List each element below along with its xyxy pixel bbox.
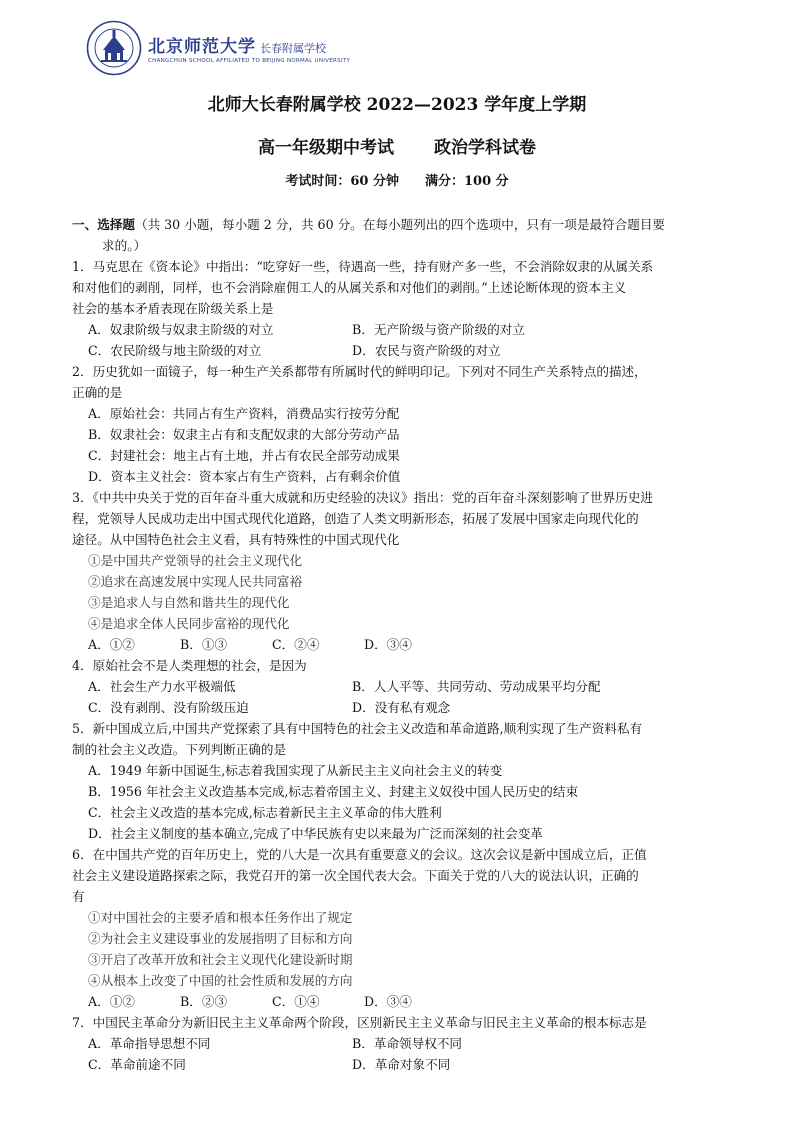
option-row bbox=[72, 991, 732, 1012]
option-a[interactable]: A．①② bbox=[88, 994, 135, 1009]
option-b[interactable]: B．革命领导权不同 bbox=[352, 1036, 463, 1051]
stem-line: 6．在中国共产党的百年历史上，党的八大是一次具有重要意义的会议。这次会议是新中国成立后，正值 bbox=[72, 847, 647, 862]
option-d[interactable]: D．社会主义制度的基本确立,完成了中华民族有史以来最为广泛而深刻的社会变革 bbox=[88, 826, 543, 841]
stem-line: 和对他们的剥削，同样，也不会消除雇佣工人的从属关系和对他们的剥削。”上述论断体现的资本主义 bbox=[72, 280, 627, 295]
exam-meta bbox=[0, 170, 794, 189]
question-7 bbox=[72, 1012, 732, 1075]
stem-line: 3．《中共中央关于党的百年奋斗重大成就和历史经验的决议》指出：党的百年奋斗深刻影响了世界历史进 bbox=[72, 490, 654, 505]
option-b[interactable]: B．无产阶级与资产阶级的对立 bbox=[352, 322, 525, 337]
section-desc-cont: 求的。） bbox=[102, 238, 147, 253]
option-c[interactable]: C．②④ bbox=[272, 637, 320, 652]
option-d[interactable]: D．资本主义社会：资本家占有生产资料，占有剩余价值 bbox=[88, 469, 401, 484]
score-label: 满分： bbox=[424, 174, 464, 189]
question-stem bbox=[72, 1012, 732, 1033]
statement-2: ②为社会主义建设事业的发展指明了目标和方向 bbox=[88, 931, 353, 946]
stem-line: 社会的基本矛盾表现在阶级关系上是 bbox=[72, 301, 274, 316]
statement-3: ③开启了改革开放和社会主义现代化建设新时期 bbox=[88, 952, 353, 967]
option-row bbox=[72, 676, 732, 697]
question-stem bbox=[72, 718, 732, 760]
statement-4: ④从根本上改变了中国的社会性质和发展的方向 bbox=[88, 973, 353, 988]
statement-2: ②追求在高速发展中实现人民共同富裕 bbox=[88, 574, 303, 589]
option-a[interactable]: A．1949 年新中国诞生,标志着我国实现了从新民主主义向社会主义的转变 bbox=[88, 763, 503, 778]
question-6 bbox=[72, 844, 732, 1012]
statement-4: ④是追求全体人民同步富裕的现代化 bbox=[88, 616, 290, 631]
statement-1: ①对中国社会的主要矛盾和根本任务作出了规定 bbox=[88, 910, 353, 925]
exam-subtitle bbox=[0, 133, 794, 158]
stem-line: 途径。从中国特色社会主义看，具有特殊性的中国式现代化 bbox=[72, 532, 400, 547]
stem-line: 程，党领导人民成功走出中国式现代化道路，创造了人类文明新形态，拓展了发展中国家走向现代化的 bbox=[72, 511, 639, 526]
exam-body bbox=[72, 214, 732, 1075]
score-value: 100 分 bbox=[463, 174, 509, 189]
option-a[interactable]: A．社会生产力水平极端低 bbox=[88, 679, 236, 694]
brand-sub: 长春附属学校 bbox=[260, 42, 326, 55]
option-d[interactable]: D．③④ bbox=[364, 637, 412, 652]
subtitle-subject: 政治学科试卷 bbox=[434, 138, 536, 158]
question-stem bbox=[72, 361, 732, 403]
brand-english: CHANGCHUN SCHOOL AFFILIATED TO BEIJING NORMAL UNIVERSITY bbox=[148, 58, 351, 64]
option-a[interactable]: A．奴隶阶级与奴隶主阶级的对立 bbox=[88, 322, 274, 337]
question-stem bbox=[72, 844, 732, 907]
stem-line: 2．历史犹如一面镜子，每一种生产关系都带有所属时代的鲜明印记。下列对不同生产关系特点的描述， bbox=[72, 364, 647, 379]
question-1 bbox=[72, 256, 732, 361]
option-d[interactable]: D．没有私有观念 bbox=[352, 700, 451, 715]
stem-line: 1．马克思在《资本论》中指出：“吃穿好一些，待遇高一些，持有财产多一些，不会消除奴隶的从属关系 bbox=[72, 259, 654, 274]
section-desc: （共 30 小题，每小题 2 分，共 60 分。在每小题列出的四个选项中，只有一项是最符合题目要 bbox=[134, 217, 666, 232]
section-label: 一、选择题 bbox=[72, 217, 135, 232]
question-stem bbox=[72, 655, 732, 676]
option-row bbox=[72, 1033, 732, 1054]
option-b[interactable]: B．人人平等、共同劳动、劳动成果平均分配 bbox=[352, 679, 601, 694]
option-row bbox=[72, 697, 732, 718]
option-a[interactable]: A．原始社会：共同占有生产资料，消费品实行按劳分配 bbox=[88, 406, 400, 421]
time-label: 考试时间： bbox=[285, 174, 351, 189]
question-5 bbox=[72, 718, 732, 844]
option-a[interactable]: A．①② bbox=[88, 637, 135, 652]
option-c[interactable]: C．社会主义改造的基本完成,标志着新民主主义革命的伟大胜利 bbox=[88, 805, 442, 820]
brand-cn: 北京师范大学 bbox=[148, 37, 256, 57]
option-c[interactable]: C．封建社会：地主占有土地，并占有农民全部劳动成果 bbox=[88, 448, 400, 463]
option-d[interactable]: D．③④ bbox=[364, 994, 412, 1009]
statement-1: ①是中国共产党领导的社会主义现代化 bbox=[88, 553, 303, 568]
stem-line: 5．新中国成立后,中国共产党探索了具有中国特色的社会主义改造和革命道路,顺利实现了生产资料私有 bbox=[72, 721, 643, 736]
stem-line: 有 bbox=[72, 889, 85, 904]
stem-line: 正确的是 bbox=[72, 385, 123, 400]
stem-line: 制的社会主义改造。下列判断正确的是 bbox=[72, 742, 287, 757]
stem-line: 7．中国民主革命分为新旧民主主义革命两个阶段，区别新民主主义革命与旧民主主义革命的根本标志是 bbox=[72, 1015, 647, 1030]
stem-line: 社会主义建设道路探索之际，我党召开的第一次全国代表大会。下面关于党的八大的说法认识，正确的 bbox=[72, 868, 639, 883]
question-stem bbox=[72, 256, 732, 319]
school-seal-icon bbox=[86, 20, 142, 76]
option-a[interactable]: A．革命指导思想不同 bbox=[88, 1036, 211, 1051]
option-c[interactable]: C．革命前途不同 bbox=[88, 1057, 186, 1072]
brand-name bbox=[148, 32, 326, 57]
subtitle-grade: 高一年级期中考试 bbox=[258, 138, 394, 158]
time-value: 60 分钟 bbox=[350, 174, 399, 189]
option-c[interactable]: C．农民阶级与地主阶级的对立 bbox=[88, 343, 262, 358]
question-stem bbox=[72, 487, 732, 550]
option-b[interactable]: B．①③ bbox=[180, 637, 228, 652]
option-b[interactable]: B．1956 年社会主义改造基本完成,标志着帝国主义、封建主义奴役中国人民历史的结束 bbox=[88, 784, 579, 799]
option-d[interactable]: D．革命对象不同 bbox=[352, 1057, 451, 1072]
stem-line: 4．原始社会不是人类理想的社会，是因为 bbox=[72, 658, 307, 673]
option-row bbox=[72, 634, 732, 655]
section-header bbox=[72, 214, 732, 256]
option-b[interactable]: B．奴隶社会：奴隶主占有和支配奴隶的大部分劳动产品 bbox=[88, 427, 400, 442]
option-row bbox=[72, 340, 732, 361]
question-3 bbox=[72, 487, 732, 655]
option-d[interactable]: D．农民与资产阶级的对立 bbox=[352, 343, 501, 358]
option-row bbox=[72, 1054, 732, 1075]
option-c[interactable]: C．①④ bbox=[272, 994, 320, 1009]
question-2 bbox=[72, 361, 732, 487]
exam-title: 北师大长春附属学校 2022—2023 学年度上学期 bbox=[207, 95, 587, 115]
statement-3: ③是追求人与自然和谐共生的现代化 bbox=[88, 595, 290, 610]
question-4 bbox=[72, 655, 732, 718]
option-row bbox=[72, 319, 732, 340]
option-c[interactable]: C．没有剥削、没有阶级压迫 bbox=[88, 700, 249, 715]
option-b[interactable]: B．②③ bbox=[180, 994, 228, 1009]
school-logo bbox=[86, 20, 351, 80]
